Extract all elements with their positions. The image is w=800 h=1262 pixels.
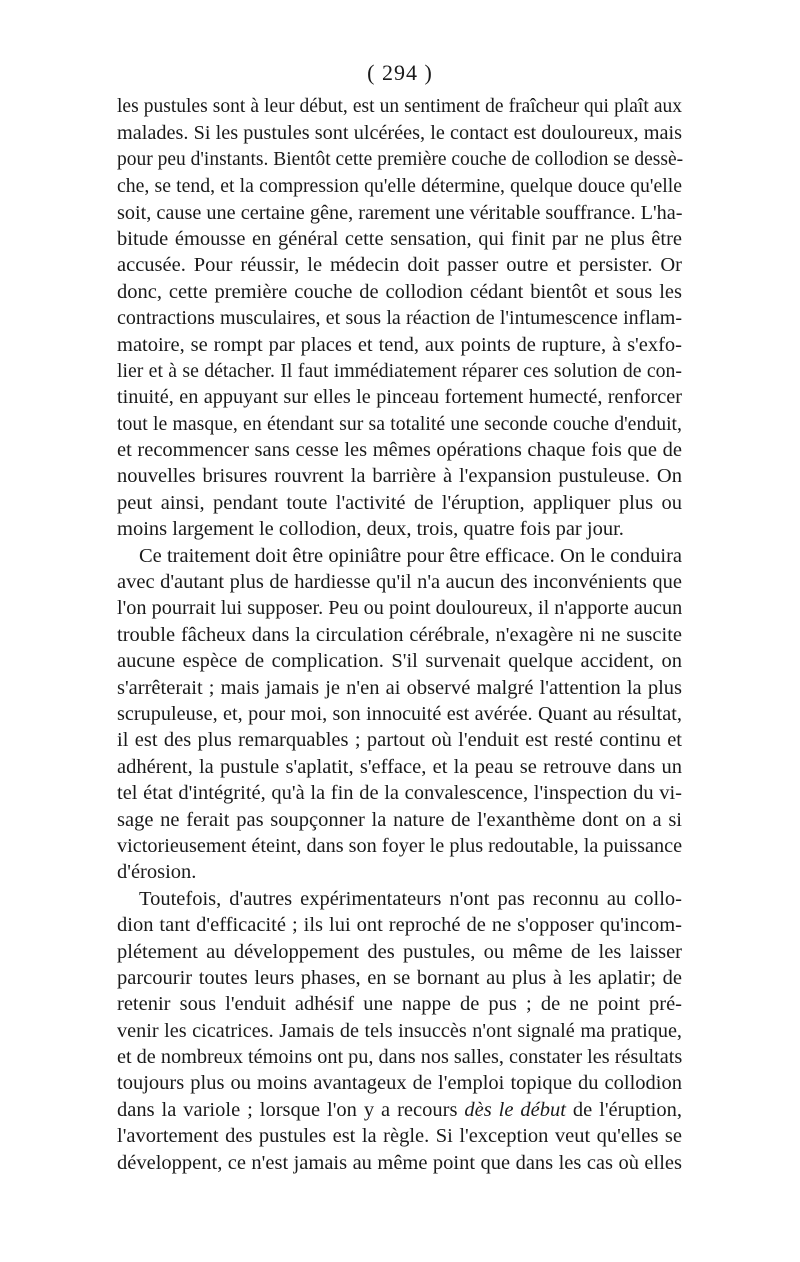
paragraph-start-line: Ce traitement doit être opiniâtre pour être efficace. On le conduira — [139, 544, 682, 567]
text-line: contractions musculaires, et sous la réaction de l'intumescence inflam- — [117, 307, 682, 330]
text-line: bitude émousse en général cette sensation, qui finit par ne plus être — [117, 227, 682, 250]
text-line: donc, cette première couche de collodion cédant bientôt et sous les — [117, 280, 682, 303]
text-line: trouble fâcheux dans la circulation cérébrale, n'exagère ni ne suscite — [117, 623, 682, 646]
text-segment: de l'éruption, — [565, 1098, 682, 1121]
text-line: pour peu d'instants. Bientôt cette première couche de collodion se dessè- — [117, 148, 684, 170]
text-line: toujours plus ou moins avantageux de l'emploi topique du collodion — [117, 1072, 682, 1095]
text-line: il est des plus remarquables ; partout où l'enduit est resté continu et — [117, 729, 682, 752]
text-line: s'arrêterait ; mais jamais je n'en ai observé malgré l'attention la plus — [117, 676, 682, 699]
text-line: d'érosion. — [117, 861, 197, 884]
text-line: aucune espèce de complication. S'il survenait quelque accident, on — [117, 650, 682, 673]
text-line: plétement au développement des pustules, ou même de les laisser — [117, 940, 682, 963]
text-line: tel état d'intégrité, qu'à la fin de la convalescence, l'inspection du vi- — [117, 782, 682, 805]
text-line: scrupuleuse, et, pour moi, son innocuité est avérée. Quant au résultat, — [117, 702, 682, 725]
text-line: développent, ce n'est jamais au même point que dans les cas où elles — [117, 1151, 682, 1174]
text-line: avec d'autant plus de hardiesse qu'il n'a aucun des inconvénients que — [117, 571, 682, 594]
text-line: peut ainsi, pendant toute l'activité de l'éruption, appliquer plus ou — [117, 491, 682, 514]
text-line: sage ne ferait pas soupçonner la nature de l'exanthème dont on a si — [117, 808, 682, 831]
page-number: ( 294 ) — [367, 60, 433, 85]
paragraph-start-line: Toutefois, d'autres expérimentateurs n'ont pas reconnu au collo- — [139, 887, 682, 910]
text-line: adhérent, la pustule s'aplatit, s'efface, et la peau se retrouve dans un — [117, 755, 682, 778]
text-line: l'avortement des pustules est la règle. Si l'exception veut qu'elles se — [117, 1125, 682, 1148]
text-line: matoire, se rompt par places et tend, aux points de rupture, à s'exfo- — [117, 333, 682, 356]
text-line: retenir sous l'enduit adhésif une nappe de pus ; de ne point pré- — [117, 993, 682, 1016]
text-line: l'on pourrait lui supposer. Peu ou point douloureux, il n'apporte aucun — [117, 597, 683, 620]
body-text — [117, 94, 682, 1176]
text-line: tout le masque, en étendant sur sa totalité une seconde couche d'enduit, — [117, 412, 682, 435]
text-line: nouvelles brisures rouvrent la barrière à l'expansion pustuleuse. On — [117, 465, 682, 488]
text-line-with-italic — [117, 1097, 682, 1123]
text-line: parcourir toutes leurs phases, en se bornant au plus à les aplatir; de — [117, 966, 682, 989]
italic-phrase: dès le début — [464, 1098, 566, 1121]
text-segment: dans la variole ; lorsque l'on y a recours — [117, 1098, 465, 1121]
text-line: lier et à se détacher. Il faut immédiatement réparer ces solution de con- — [117, 359, 682, 382]
text-line: che, se tend, et la compression qu'elle détermine, quelque douce qu'elle — [117, 175, 682, 198]
text-line: soit, cause une certaine gêne, rarement une véritable souffrance. L'ha- — [117, 201, 683, 224]
text-line: victorieusement éteint, dans son foyer le plus redoutable, la puissance — [117, 834, 683, 857]
text-line: accusée. Pour réussir, le médecin doit passer outre et persister. Or — [117, 254, 682, 277]
text-line: dion tant d'efficacité ; ils lui ont reproché de ne s'opposer qu'incom- — [117, 914, 682, 937]
text-line: malades. Si les pustules sont ulcérées, le contact est douloureux, mais — [117, 122, 682, 145]
text-line: moins largement le collodion, deux, trois, quatre fois par jour. — [117, 518, 624, 541]
text-line: tinuité, en appuyant sur elles le pinceau fortement humecté, renforcer — [117, 386, 682, 409]
text-line: et de nombreux témoins ont pu, dans nos salles, constater les résultats — [117, 1046, 683, 1069]
text-line: et recommencer sans cesse les mêmes opérations chaque fois que de — [117, 439, 682, 462]
text-line: venir les cicatrices. Jamais de tels insuccès n'ont signalé ma pratique, — [117, 1019, 682, 1042]
text-line: les pustules sont à leur début, est un sentiment de fraîcheur qui plaît aux — [117, 96, 682, 117]
